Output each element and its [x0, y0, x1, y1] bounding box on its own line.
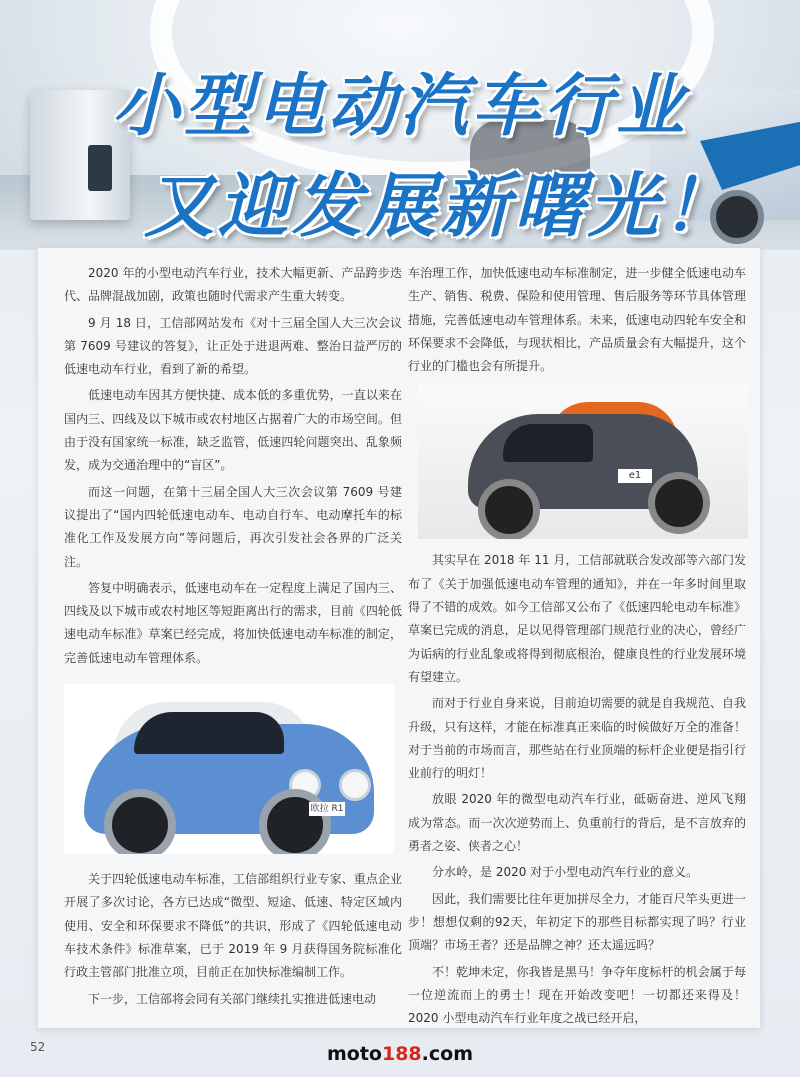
license-plate: e1 [618, 469, 652, 483]
headline-line-1: 小型电动汽车行业 [111, 67, 688, 146]
url-suffix: .com [421, 1043, 473, 1065]
paragraph: 而这一问题，在第十三届全国人大三次会议第 7609 号建议提出了“国内四轮低速电动车、电动自行车、电动摩托车的标准化工作及发展方向”等问题后，再次引发社会各界的广泛关注。 [64, 484, 402, 569]
paragraph: 关于四轮低速电动车标准，工信部组织行业专家、重点企业开展了多次讨论，各方已达成“微型、短途、低速、特定区域内使用、安全和环保要求不降低”的共识，形成了《四轮低速电动车技术条件》标准草案，已于 2019 年 9 月获得国务院标准化行政主管部门批准立项，目前正在加快标准编制工作。 [64, 872, 402, 980]
url-prefix: moto [326, 1043, 382, 1065]
paragraph: 下一步，工信部将会同有关部门继续扎实推进低速电动 [88, 991, 377, 1006]
paragraph: 放眼 2020 年的微型电动汽车行业，砥砺奋进、逆风飞翔成为常态。而一次次逆势而上、负重前行的背后，是不言放弃的勇者之姿、侠者之心！ [408, 792, 746, 854]
article-panel [38, 248, 760, 1028]
car-window [503, 424, 593, 462]
license-plate: 欧拉 R1 [310, 804, 344, 815]
paragraph: 而对于行业自身来说，目前迫切需要的就是自我规范、自我升级，只有这样，才能在标准真正来临的时候做好万全的准备！对于当前的市场而言，那些站在行业顶端的标杆企业便是指引行业前行的明灯！ [408, 696, 746, 781]
car-window [134, 712, 284, 754]
wheel-icon [259, 789, 331, 854]
wheel-icon [648, 472, 710, 534]
paragraph: 分水岭，是 2020 对于小型电动汽车行业的意义。 [432, 865, 699, 880]
paragraph: 车治理工作，加快低速电动车标准制定，进一步健全低速电动车生产、销售、税费、保险和使用管理、售后服务等环节具体管理措施，完善低速电动车管理体系。未来，低速电动四轮车安全和环保要求不会降低，与现状相比，产品质量会有大幅提升，这个行业的门槛也会有所提升。 [408, 266, 746, 374]
paragraph: 2020 年的小型电动汽车行业，技术大幅更新、产品跨步迭代、品牌混战加剧，政策也随时代需求产生重大转变。 [64, 266, 402, 304]
paragraph: 答复中明确表示，低速电动车在一定程度上满足了国内三、四线及以下城市或农村地区等短距离出行的需求，目前《四轮低速电动车标准》草案已经完成，将加快低速电动车标准的制定，完善低速电动车管理体系。 [64, 580, 402, 665]
wheel-icon [104, 789, 176, 854]
paragraph: 9 月 18 日，工信部网站发布《对十三届全国人大三次会议第 7609 号建议的答复》，让正处于进退两难、整治日益严厉的低速电动车行业，看到了新的希望。 [64, 315, 402, 377]
headlight-icon [339, 769, 371, 801]
paragraph: 不！乾坤未定，你我皆是黑马！争夺年度标杆的机会属于每一位逆流而上的勇士！现在开始改变吧！一切都还来得及！ 2020 小型电动汽车行业年度之战已经开启， [408, 964, 746, 1026]
article-column-left [64, 262, 402, 1014]
paragraph: 其实早在 2018 年 11 月，工信部就联合发改部等六部门发布了《关于加强低速电动车管理的通知》，并在一年多时间里取得了不错的成效。如今工信部又公布了《低速四轮电动车标准》草案已完成的消息，足以见得管理部门规范行业的决心，曾经广为诟病的行业乱象或将得到彻底根治，健康良性的行业发展环境有望建立。 [408, 553, 746, 684]
headline-line-2: 又迎发展新曙光！ [144, 165, 736, 247]
site-watermark[interactable] [0, 1043, 800, 1065]
url-number: 188 [381, 1043, 422, 1065]
article-column-right [408, 262, 746, 1033]
wheel-icon [478, 479, 540, 539]
paragraph: 因此，我们需要比往年更加拼尽全力，才能百尺竿头更进一步！想想仅剩的92天，年初定下的那些目标都实现了吗？行业顶端？市场王者？还是品牌之神？还太遥远吗？ [408, 891, 746, 953]
orange-car-photo [418, 384, 748, 539]
paragraph: 低速电动车因其方便快捷、成本低的多重优势，一直以来在国内三、四线及以下城市或农村地区占据着广大的市场空间。但由于没有国家统一标准，缺乏监管，低速四轮问题突出、乱象频发，成为交通治理中的“盲区”。 [64, 388, 402, 473]
page-number: 52 [30, 1040, 46, 1054]
blue-car-photo [64, 684, 394, 854]
